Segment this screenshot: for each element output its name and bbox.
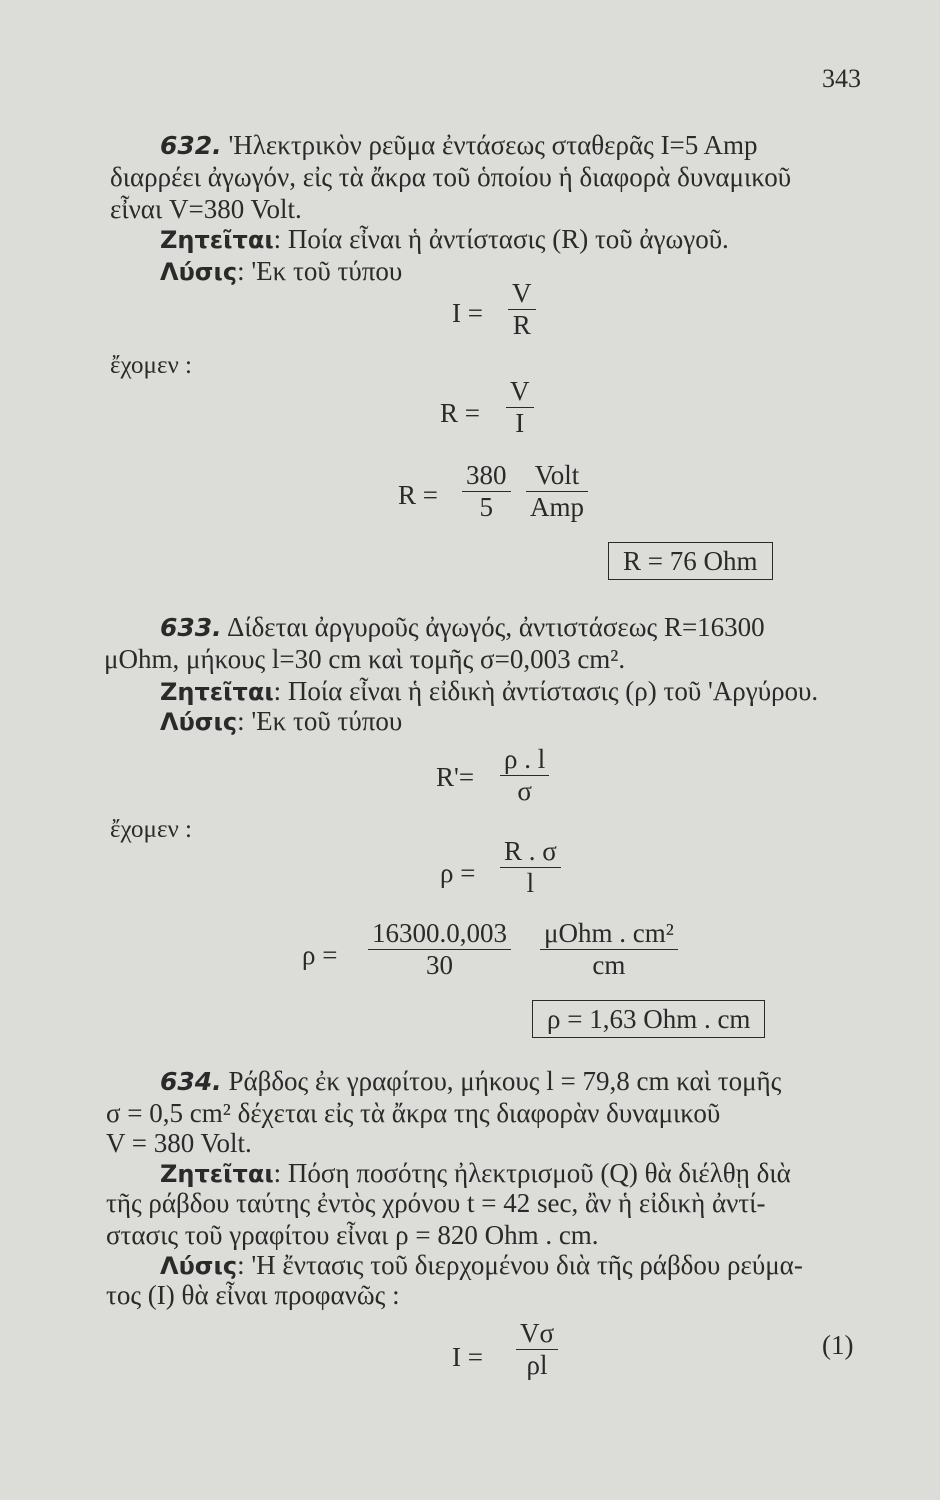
eq-633-2-lhs: ρ = (440, 858, 476, 888)
problem-632-sought (160, 224, 729, 255)
eq-632-1-lhs: I = (452, 298, 483, 328)
problem-633-text-1: Δίδεται ἀργυροῦς ἀγωγός, ἀντιστάσεως R=16300 (226, 612, 765, 642)
eq-634-1-tag: (1) (822, 1330, 854, 1360)
problem-632-text-1: 'Ηλεκτρικὸν ρεῦμα ἐντάσεως σταθερᾶς I=5 Amp (228, 130, 758, 160)
problem-634-solution-2: τος (I) θὰ εἶναι προφανῶς : (106, 1280, 400, 1310)
sought-text-1: : Πόση ποσότης ἠλεκτρισμοῦ (Q) θὰ διέλθῃ διὰ (273, 1158, 791, 1188)
eq-633-3-fraction-1 (368, 918, 511, 981)
eq-633-3-num2: μOhm . cm² (544, 918, 674, 948)
problem-634-sought-2: τῆς ράβδου ταύτης ἐντὸς χρόνου t = 42 sec, ἂν ἡ εἰδικὴ ἀντί- (106, 1188, 766, 1218)
problem-634-solution-1 (160, 1250, 803, 1281)
problem-633-sought (160, 676, 818, 707)
problem-632-solution (160, 256, 402, 287)
eq-632-3-fraction-2 (526, 460, 588, 523)
eq-632-2-fraction (506, 376, 534, 439)
eq-634-1-lhs: I = (452, 1342, 483, 1372)
margin-mark: μ (104, 644, 119, 674)
sought-text: : Ποία εἶναι ἡ ἀντίστασις (R) τοῦ ἀγωγοῦ. (273, 224, 729, 254)
solution-text: : 'Εκ τοῦ τύπου (237, 256, 403, 286)
problem-633-number: 633. (160, 613, 222, 642)
solution-label: Λύσις (160, 258, 238, 286)
sought-label: Ζητεῖται (160, 226, 274, 254)
problem-634-sought-1 (160, 1158, 791, 1189)
eq-632-2-lhs: R = (440, 398, 480, 428)
solution-text-1: : 'Η ἔντασις τοῦ διερχομένου διὰ τῆς ράβδου ρεύμα- (237, 1250, 803, 1280)
solution-label: Λύσις (160, 1252, 238, 1280)
eq-633-1-den: σ (517, 776, 532, 807)
page-number: 343 (822, 64, 861, 93)
eq-633-1-num: ρ . l (504, 744, 546, 774)
problem-633-we-have: ἔχομεν : (110, 816, 192, 843)
eq-632-3-lhs: R = (398, 480, 438, 510)
problem-634-text-1: Ράβδος ἐκ γραφίτου, μήκους l = 79,8 cm καὶ τομῆς (228, 1066, 782, 1096)
solution-text: : 'Εκ τοῦ τύπου (237, 706, 403, 736)
problem-634-sought-3: στασις τοῦ γραφίτου εἶναι ρ = 820 Ohm . cm. (106, 1220, 599, 1250)
result-632-box: R = 76 Ohm (608, 542, 773, 580)
eq-633-1-lhs: R'= (436, 762, 475, 792)
eq-633-2-fraction (500, 836, 561, 899)
eq-633-3-num1: 16300.0,003 (372, 918, 507, 948)
eq-632-2-num: V (510, 376, 530, 406)
eq-634-1-num: Vσ (520, 1318, 555, 1348)
eq-633-3-lhs: ρ = (302, 940, 338, 970)
eq-633-3-fraction-2 (540, 918, 678, 981)
problem-634-line-2: σ = 0,5 cm² δέχεται εἰς τὰ ἄκρα της διαφορὰν δυναμικοῦ (106, 1098, 721, 1128)
sought-label: Ζητεῖται (160, 678, 274, 706)
eq-632-3-den2: Amp (530, 492, 584, 523)
problem-634-number: 634. (160, 1067, 222, 1096)
eq-634-1-fraction (516, 1318, 558, 1381)
eq-632-1-den: R (512, 310, 531, 341)
eq-632-2-den: I (515, 408, 525, 439)
problem-632-number: 632. (160, 131, 222, 160)
problem-633-solution (160, 706, 402, 737)
problem-632-line-3: εἶναι V=380 Volt. (110, 194, 302, 224)
eq-632-3-num1: 380 (466, 460, 507, 490)
problem-633-text-2: Ohm, μήκους l=30 cm καὶ τομῆς σ=0,003 cm². (118, 644, 626, 674)
eq-632-3-num2: Volt (534, 460, 580, 490)
eq-633-2-num: R . σ (504, 836, 557, 866)
eq-633-1-fraction (500, 744, 549, 807)
solution-label: Λύσις (160, 708, 238, 736)
eq-633-3-den2: cm (592, 950, 626, 981)
sought-text: : Ποία εἶναι ἡ εἰδικὴ ἀντίστασις (ρ) τοῦ 'Αργύρου. (273, 676, 819, 706)
problem-634-line-1 (160, 1066, 781, 1097)
problem-633-line-2 (104, 644, 625, 675)
result-633-box: ρ = 1,63 Ohm . cm (532, 1000, 765, 1038)
eq-634-1-den: ρl (526, 1350, 548, 1381)
problem-632-line-1 (160, 130, 758, 161)
problem-632-we-have: ἔχομεν : (110, 352, 192, 379)
eq-632-3-fraction-1 (462, 460, 511, 523)
eq-632-1-num: V (512, 278, 532, 308)
eq-633-3-den1: 30 (426, 950, 453, 981)
eq-632-3-den1: 5 (479, 492, 493, 523)
problem-634-line-3: V = 380 Volt. (106, 1128, 252, 1158)
eq-632-1-fraction (508, 278, 536, 341)
sought-label: Ζητεῖται (160, 1160, 274, 1188)
problem-632-line-2: διαρρέει ἀγωγόν, εἰς τὰ ἄκρα τοῦ ὁποίου ἡ διαφορὰ δυναμικοῦ (110, 162, 792, 192)
eq-633-2-den: l (526, 868, 535, 899)
problem-633-line-1 (160, 612, 765, 643)
